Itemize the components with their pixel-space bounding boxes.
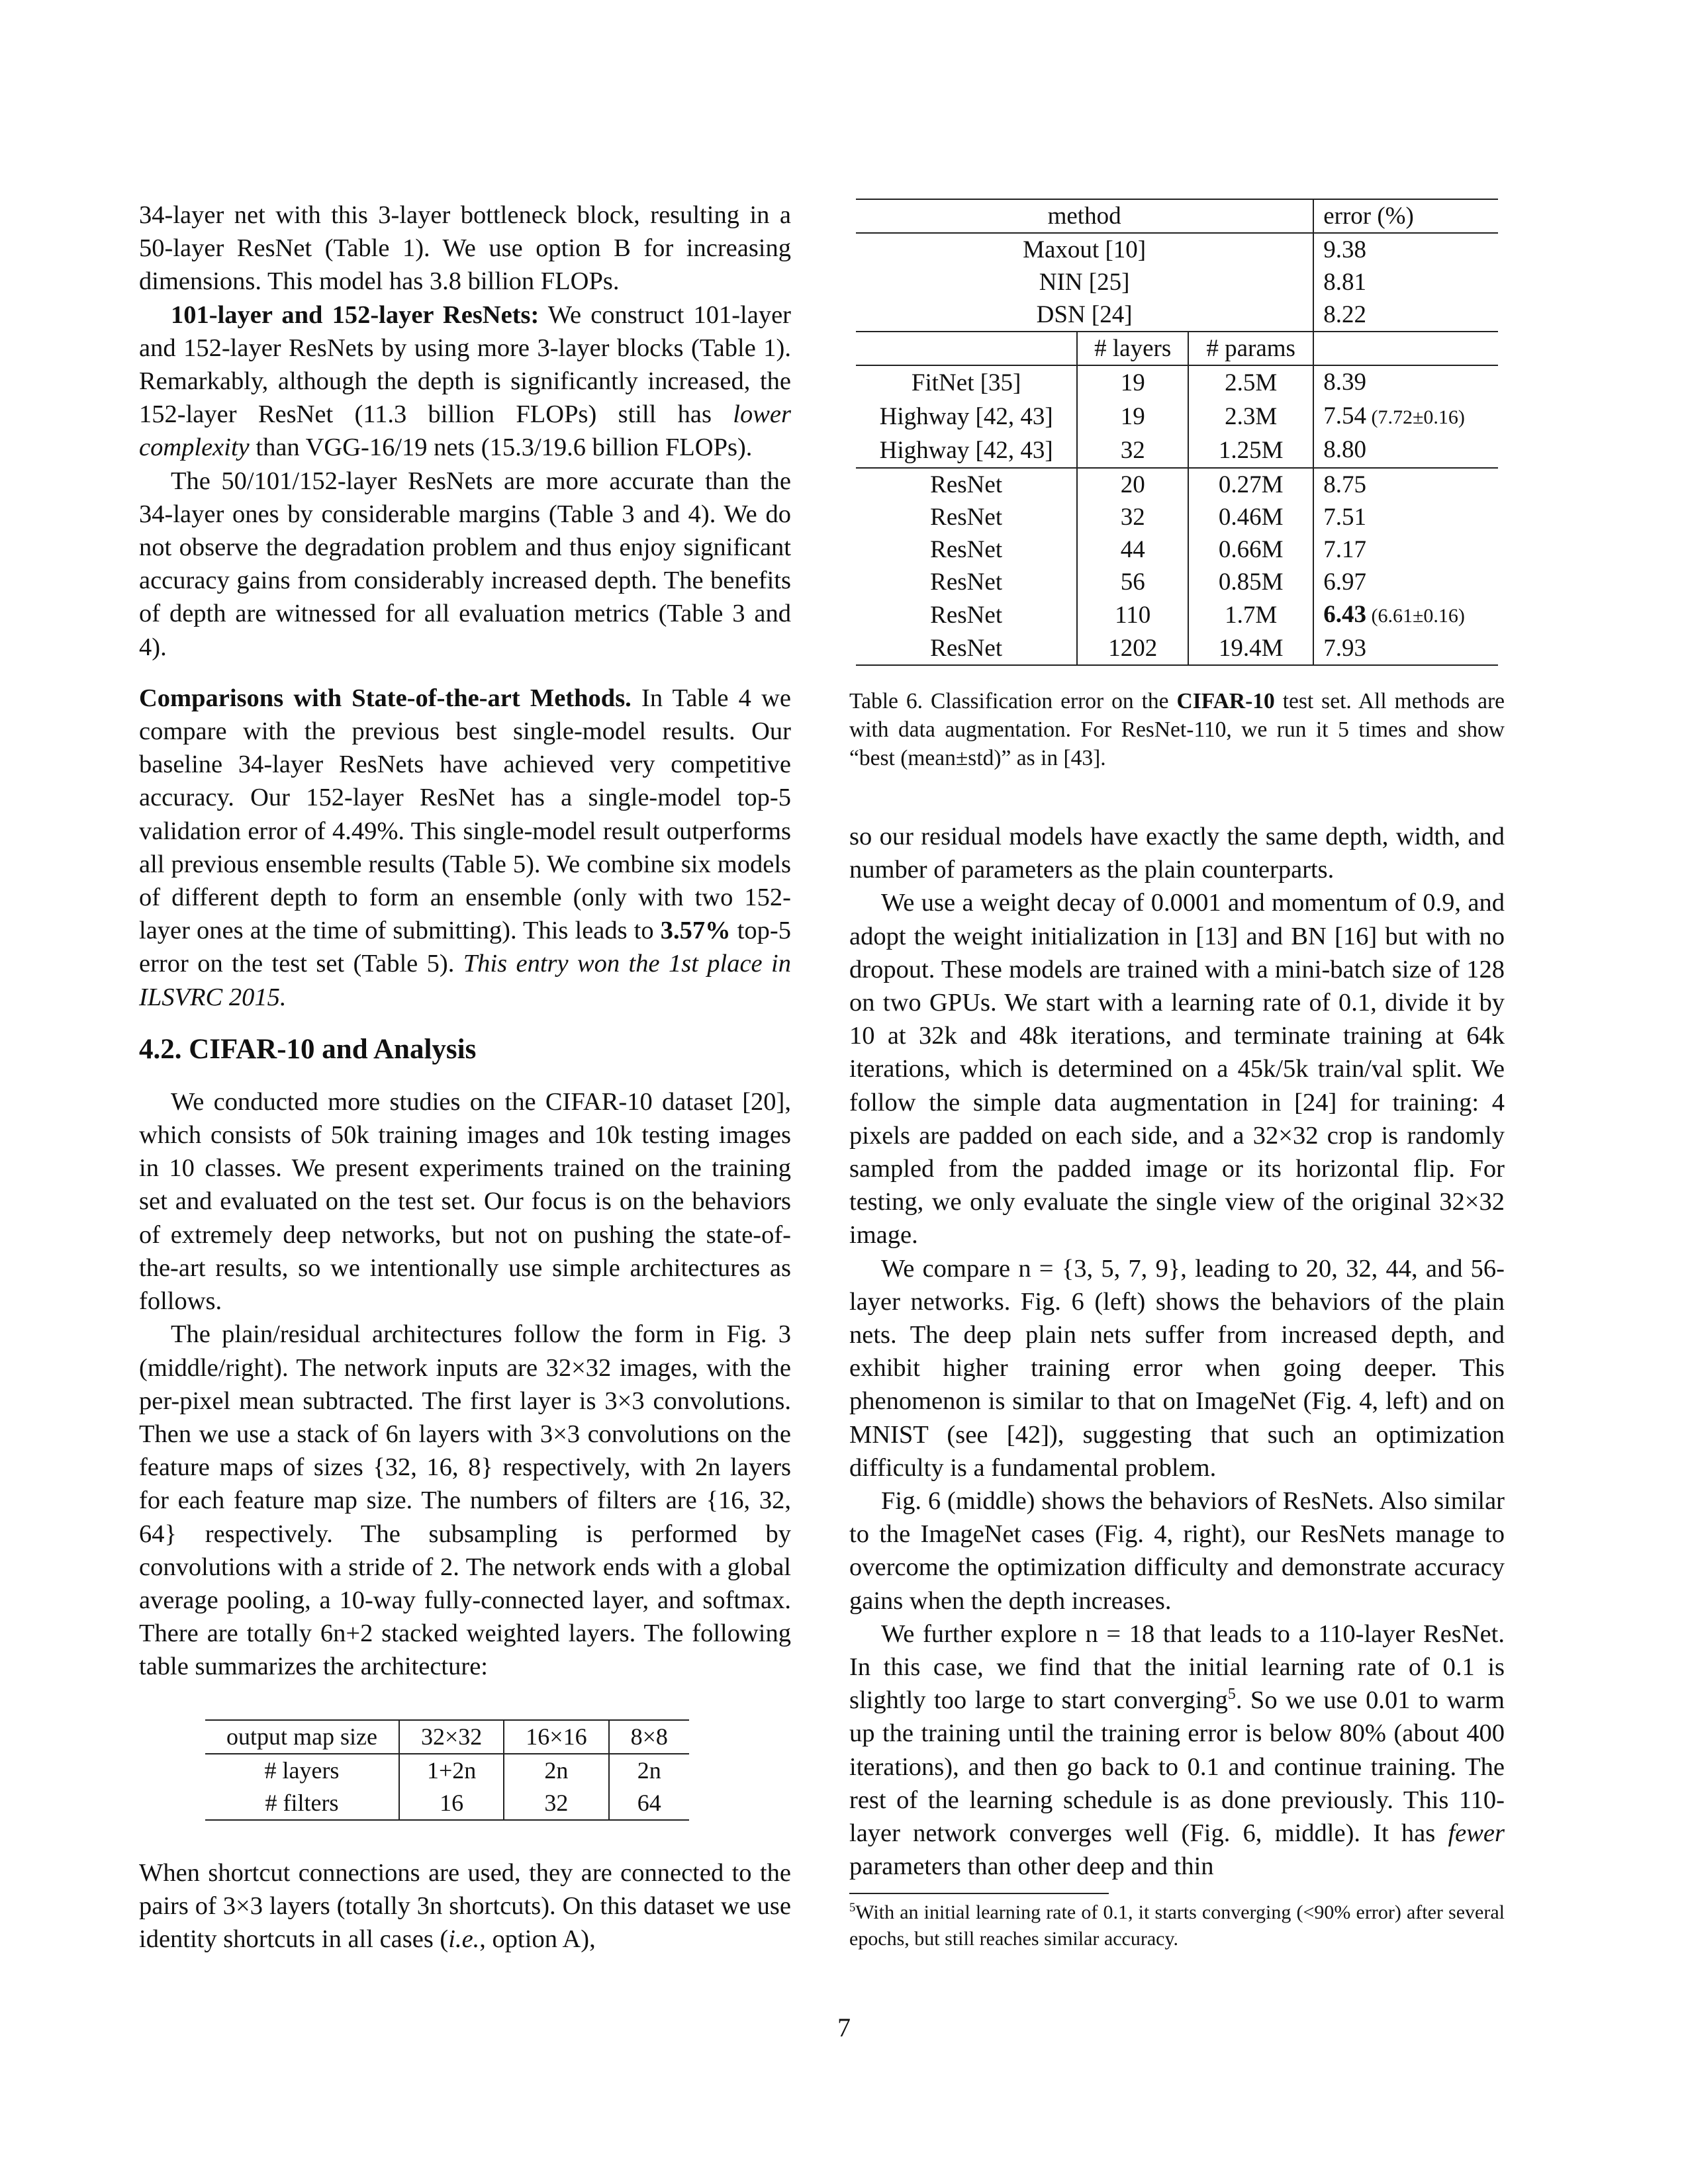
table-cell <box>1313 632 1498 665</box>
table-cell <box>1313 433 1498 468</box>
table-row <box>856 233 1498 266</box>
table-row <box>856 400 1498 433</box>
table-cell: 1.25M <box>1188 433 1313 468</box>
table-row <box>856 266 1498 298</box>
footnote-text: With an initial learning rate of 0.1, it starts converging (<90% error) after several epochs, but still reaches similar accuracy. <box>849 1901 1505 1950</box>
error-value-best: 6.43 <box>1323 601 1366 628</box>
error-value: 6.97 <box>1323 569 1366 596</box>
table-cell: 1.7M <box>1188 598 1313 632</box>
table-cell <box>1313 332 1498 365</box>
emphasis: i.e. <box>448 1925 480 1953</box>
text: test set. All methods are with data augmentation. For ResNet-110, we run it 5 times and show “best (mean±std)” as in [43]. <box>849 689 1505 770</box>
text: top-5 error on the test set (Table 5). <box>139 917 791 978</box>
footnote <box>849 1899 1505 1952</box>
error-value: 8.75 <box>1323 471 1366 498</box>
error-value: 7.54 <box>1323 402 1366 430</box>
architecture-table <box>205 1719 689 1821</box>
table-header-error: error (%) <box>1313 199 1498 233</box>
left-column <box>139 199 791 1956</box>
bold-value: 3.57% <box>660 917 731 945</box>
table-cell: 8.22 <box>1323 301 1366 328</box>
table-row <box>205 1787 689 1820</box>
table-cell: Highway [42, 43] <box>856 433 1077 468</box>
table-row <box>856 598 1498 632</box>
table-cell: ResNet <box>856 632 1077 665</box>
bold-text: CIFAR-10 <box>1176 689 1275 713</box>
footnote-marker: 5 <box>1227 1686 1236 1704</box>
paragraph-heading: Comparisons with State-of-the-art Methods. <box>139 684 632 712</box>
paragraph <box>139 1856 791 1956</box>
table-header-params: # params <box>1188 332 1313 365</box>
table-cell <box>1313 566 1498 598</box>
table-row <box>856 468 1498 501</box>
paragraph: 34-layer net with this 3-layer bottleneck block, resulting in a 50-layer ResNet (Table 1). We use option B for increasing dimensions. This model has 3.8 billion FLOPs. <box>139 201 791 296</box>
paragraph: We use a weight decay of 0.0001 and momentum of 0.9, and adopt the weight initialization in [13] and BN [16] but with no dropout. These models are trained with a mini-batch size of 128 on two GPUs. We start with a learning rate of 0.1, divide it by 10 at 32k and 48k iterations, and terminate training at 64k iterations, which is determined on a 45k/5k train/val split. We follow the simple data augmentation in [24] for training: 4 pixels are padded on each side, and a 32×32 crop is randomly sampled from the padded image or its horizontal flip. For testing, we only evaluate the single view of the original 32×32 image. <box>849 889 1505 1250</box>
table-cell: 1+2n <box>399 1754 504 1787</box>
table-cell <box>1313 365 1498 400</box>
paragraph <box>849 1617 1505 1884</box>
table-cell: 8.81 <box>1323 269 1366 296</box>
paragraph: The 50/101/152-layer ResNets are more accurate than the 34-layer ones by considerable margins (Table 3 and 4). We do not observe the degradation problem and thus enjoy significant accuracy gains from considerably increased depth. The benefits of depth are witnessed for all evaluation metrics (Table 3 and 4). <box>139 467 791 661</box>
table-cell: 32 <box>1077 433 1188 468</box>
table-cell: # filters <box>205 1787 399 1820</box>
table-cell: FitNet [35] <box>911 369 1021 396</box>
table-cell: 19.4M <box>1188 632 1313 665</box>
section-title: 4.2. CIFAR-10 and Analysis <box>139 1033 477 1065</box>
table-cell: 0.66M <box>1188 533 1313 566</box>
error-value: 7.93 <box>1323 635 1366 662</box>
table-cell: 16×16 <box>504 1720 608 1754</box>
table-row <box>856 566 1498 598</box>
table-cell: 0.85M <box>1188 566 1313 598</box>
table-cell: DSN [24] <box>856 298 1313 332</box>
table-cell: 64 <box>609 1787 689 1820</box>
table-cell: 0.27M <box>1188 468 1313 501</box>
table-cell <box>1313 501 1498 533</box>
text: . So we use 0.01 to warm up the training until the training error is below 80% (about 400 iterations), and then go back to 0.1 and continue training. The rest of the learning schedule is as done previously. This 110-layer network converges well (Fig. 6, middle). It has <box>849 1686 1505 1848</box>
table-cell: 9.38 <box>1313 233 1498 266</box>
table-row <box>856 632 1498 665</box>
text: In Table 4 we compare with the previous best single-model results. Our baseline 34-layer ResNets have achieved very competitive accuracy. Our 152-layer ResNet has a single-model top-5 validation error of 4.49%. This single-model result outperforms all previous ensemble results (Table 5). We combine six models of different depth to form an ensemble (only with two 152-layer ones at the time of submitting). This leads to <box>139 684 792 945</box>
paragraph-heading: 101-layer and 152-layer ResNets: <box>171 300 539 329</box>
text: Table 6. Classification error on the <box>849 689 1177 713</box>
error-value: 8.39 <box>1323 369 1366 396</box>
table-row <box>856 433 1498 468</box>
table-cell: 19 <box>1077 400 1188 433</box>
emphasis: This entry won the 1st place in ILSVRC 2015. <box>139 950 791 1011</box>
text: We construct 101-layer and 152-layer ResNets by using more 3-layer blocks (Table 1). Remarkably, although the depth is significantly increased, the 152-layer ResNet (11.3 billion FLOPs) still has <box>139 300 791 429</box>
table-cell: ResNet <box>930 504 1003 531</box>
emphasis: fewer <box>1448 1819 1505 1848</box>
table-row <box>856 501 1498 533</box>
table-cell: ResNet <box>930 471 1003 498</box>
table-cell <box>1313 598 1498 632</box>
table-header-layers: # layers <box>1077 332 1188 365</box>
table-cell: 1202 <box>1077 632 1188 665</box>
table-row <box>205 1720 689 1754</box>
table-cell: ResNet <box>930 569 1003 596</box>
table-row <box>856 533 1498 566</box>
table-cell: 32×32 <box>399 1720 504 1754</box>
table-cell <box>1313 533 1498 566</box>
table-cell: Maxout [10] <box>856 233 1313 266</box>
table-cell: 19 <box>1077 365 1188 400</box>
text: We further explore n = 18 that leads to a 110-layer ResNet. In this case, we find that the initial learning rate of 0.1 is slightly too large to start converging <box>849 1619 1505 1715</box>
table-cell: 20 <box>1077 468 1188 501</box>
table-cell <box>1313 400 1498 433</box>
table-cell: 2.5M <box>1188 365 1313 400</box>
table-row <box>856 199 1498 233</box>
table-header-method: method <box>856 199 1313 233</box>
table-row <box>856 365 1498 400</box>
emphasis: lower complexity <box>139 400 791 462</box>
table-cell: NIN [25] <box>856 266 1313 298</box>
table-row <box>856 298 1498 332</box>
table-cell: ResNet <box>930 602 1003 629</box>
footnote-rule <box>849 1893 1109 1894</box>
table-cell: 32 <box>1077 501 1188 533</box>
table-cell: 44 <box>1077 533 1188 566</box>
paragraph <box>139 298 791 465</box>
table-cell: 32 <box>504 1787 608 1820</box>
table-cell: 16 <box>399 1787 504 1820</box>
table-cell: 2n <box>504 1754 608 1787</box>
table-row <box>205 1754 689 1787</box>
table-cell: ResNet <box>930 536 1003 563</box>
error-value: 8.80 <box>1323 436 1366 463</box>
table-cell: 2.3M <box>1188 400 1313 433</box>
paragraph: The plain/residual architectures follow the form in Fig. 3 (middle/right). The network inputs are 32×32 images, with the per-pixel mean subtracted. The first layer is 3×3 convolutions. Then we use a stack of 6n layers with 3×3 convolutions on the feature maps of sizes {32, 16, 8} respectively, with 2n layers for each feature map size. The numbers of filters are {16, 32, 64} respectively. The subsampling is performed by convolutions with a stride of 2. The network ends with a global average pooling, a 10-way fully-connected layer, and softmax. There are totally 6n+2 stacked weighted layers. The following table summarizes the architecture: <box>139 1320 791 1681</box>
page-number: 7 <box>837 2013 851 2042</box>
paragraph: We compare n = {3, 5, 7, 9}, leading to 20, 32, 44, and 56-layer networks. Fig. 6 (left) shows the behaviors of the plain nets. The deep plain nets suffer from increased depth, and exhibit higher training error when going deeper. This phenomenon is similar to that on ImageNet (Fig. 4, left) and on MNIST (see [42]), suggesting that such an optimization difficulty is a fundamental problem. <box>849 1254 1505 1482</box>
error-extra: (6.61±0.16) <box>1366 605 1465 627</box>
table-6-caption <box>849 687 1505 772</box>
table-cell: 8×8 <box>609 1720 689 1754</box>
footnote-marker: 5 <box>849 1900 856 1915</box>
text: , option A), <box>479 1925 596 1953</box>
table-cell: 0.46M <box>1188 501 1313 533</box>
paragraph: Fig. 6 (middle) shows the behaviors of ResNets. Also similar to the ImageNet cases (Fig. 4, right), our ResNets manage to overcome the optimization difficulty and demonstrate accuracy gains when the depth increases. <box>849 1487 1505 1615</box>
error-value: 7.51 <box>1323 504 1366 531</box>
paragraph: We conducted more studies on the CIFAR-10 dataset [20], which consists of 50k training images and 10k testing images in 10 classes. We present experiments trained on the training set and evaluated on the test set. Our focus is on the behaviors of extremely deep networks, but not on pushing the state-of-the-art results, so we intentionally use simple architectures as follows. <box>139 1087 791 1316</box>
text: When shortcut connections are used, they are connected to the pairs of 3×3 layers (totally 3n shortcuts). On this dataset we use identity shortcuts in all cases ( <box>139 1858 791 1953</box>
table-cell: output map size <box>205 1720 399 1754</box>
table-cell: Highway [42, 43] <box>879 403 1053 430</box>
error-value: 7.17 <box>1323 536 1366 563</box>
table-cell <box>1313 468 1498 501</box>
paragraph <box>139 682 791 1014</box>
paragraph: so our residual models have exactly the same depth, width, and number of parameters as the plain counterparts. <box>849 823 1505 884</box>
table-6 <box>856 199 1498 666</box>
table-cell: # layers <box>264 1756 340 1784</box>
text: than VGG-16/19 nets (15.3/19.6 billion FLOPs). <box>249 433 753 462</box>
right-column <box>849 199 1505 1952</box>
table-row <box>856 332 1498 365</box>
text: parameters than other deep and thin <box>849 1852 1214 1881</box>
table-cell: 56 <box>1077 566 1188 598</box>
table-cell: 2n <box>609 1754 689 1787</box>
table-cell <box>856 332 1077 365</box>
error-extra: (7.72±0.16) <box>1366 406 1465 428</box>
table-cell: 110 <box>1077 598 1188 632</box>
